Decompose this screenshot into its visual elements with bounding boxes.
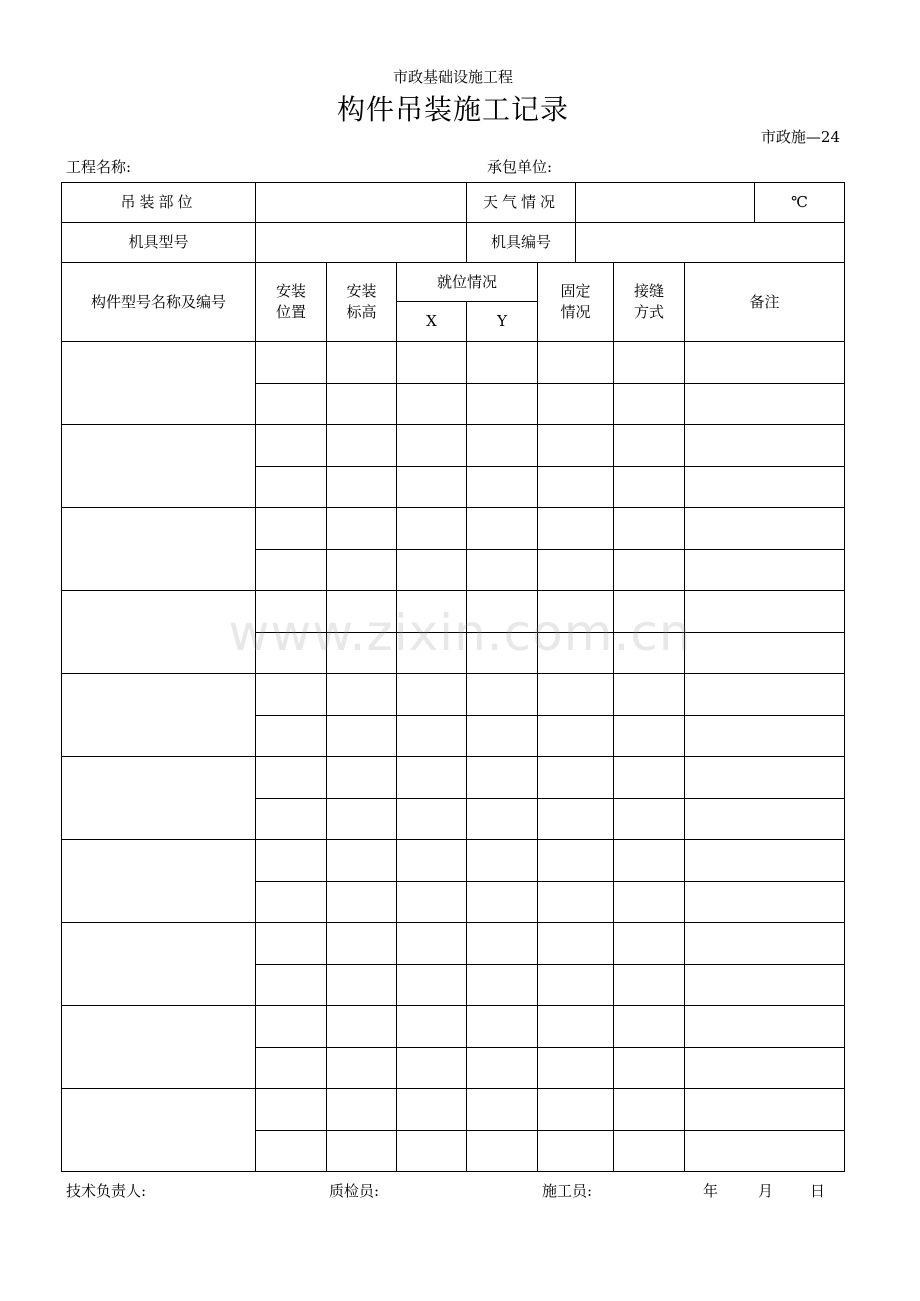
joint-cell[interactable] <box>614 550 685 591</box>
component-cell[interactable] <box>62 591 256 674</box>
position-cell[interactable] <box>256 550 327 591</box>
remarks-cell[interactable] <box>685 1089 845 1131</box>
joint-cell[interactable] <box>614 1006 685 1048</box>
record-row <box>62 1089 845 1131</box>
component-cell[interactable] <box>62 757 256 840</box>
y-cell[interactable] <box>467 508 538 550</box>
record-row <box>62 1006 845 1048</box>
x-header: X <box>397 302 467 342</box>
component-cell[interactable] <box>62 674 256 757</box>
watermark: www.zixin.com.cn <box>228 604 692 662</box>
position-cell[interactable] <box>256 882 327 923</box>
position-cell[interactable] <box>256 1048 327 1089</box>
remarks-cell[interactable] <box>685 508 845 550</box>
inspector-label: 质检员: <box>329 1182 380 1200</box>
fixing-cell[interactable] <box>538 591 614 633</box>
hoist-location-label: 吊装部位 <box>62 183 256 223</box>
joint-cell[interactable] <box>614 1048 685 1089</box>
remarks-cell[interactable] <box>685 882 845 923</box>
record-row <box>62 923 845 965</box>
remarks-cell[interactable] <box>685 550 845 591</box>
position-cell[interactable] <box>256 342 327 384</box>
fixing-cell[interactable] <box>538 342 614 384</box>
fixing-cell[interactable] <box>538 550 614 591</box>
joint-cell[interactable] <box>614 467 685 508</box>
remarks-cell[interactable] <box>685 674 845 716</box>
temperature-unit: ℃ <box>755 183 845 223</box>
remarks-header: 备注 <box>685 263 845 342</box>
joint-header <box>614 263 685 342</box>
record-row <box>62 342 845 384</box>
machine-model-label: 机具型号 <box>62 223 256 263</box>
fixing-cell[interactable] <box>538 1131 614 1172</box>
x-cell[interactable] <box>397 716 467 757</box>
record-row <box>62 508 845 550</box>
y-cell[interactable] <box>467 840 538 882</box>
component-cell[interactable] <box>62 1006 256 1089</box>
x-cell[interactable] <box>397 923 467 965</box>
y-cell[interactable] <box>467 923 538 965</box>
x-cell[interactable] <box>397 965 467 1006</box>
y-cell[interactable] <box>467 1048 538 1089</box>
x-cell[interactable] <box>397 550 467 591</box>
remarks-cell[interactable] <box>685 425 845 467</box>
remarks-cell[interactable] <box>685 923 845 965</box>
position-cell[interactable] <box>256 633 327 674</box>
record-row <box>62 591 845 633</box>
y-cell[interactable] <box>467 384 538 425</box>
position-cell[interactable] <box>256 1006 327 1048</box>
y-cell[interactable] <box>467 882 538 923</box>
record-row <box>62 674 845 716</box>
hoist-location-value[interactable] <box>256 183 467 223</box>
column-header-row <box>62 263 845 302</box>
elevation-cell[interactable] <box>327 425 397 467</box>
x-cell[interactable] <box>397 342 467 384</box>
joint-cell[interactable] <box>614 965 685 1006</box>
y-cell[interactable] <box>467 674 538 716</box>
elevation-cell[interactable] <box>327 591 397 633</box>
elevation-cell[interactable] <box>327 799 397 840</box>
x-cell[interactable] <box>397 799 467 840</box>
remarks-cell[interactable] <box>685 384 845 425</box>
elevation-cell[interactable] <box>327 467 397 508</box>
remarks-cell[interactable] <box>685 965 845 1006</box>
x-cell[interactable] <box>397 840 467 882</box>
joint-cell[interactable] <box>614 882 685 923</box>
elevation-cell[interactable] <box>327 1131 397 1172</box>
fixing-cell[interactable] <box>538 1089 614 1131</box>
x-cell[interactable] <box>397 508 467 550</box>
position-cell[interactable] <box>256 467 327 508</box>
fixing-cell[interactable] <box>538 965 614 1006</box>
x-cell[interactable] <box>397 1048 467 1089</box>
x-cell[interactable] <box>397 384 467 425</box>
joint-header-line2: 方式 <box>634 303 665 321</box>
joint-cell[interactable] <box>614 1131 685 1172</box>
position-cell[interactable] <box>256 757 327 799</box>
component-cell[interactable] <box>62 923 256 1006</box>
y-cell[interactable] <box>467 467 538 508</box>
x-cell[interactable] <box>397 757 467 799</box>
y-cell[interactable] <box>467 757 538 799</box>
fixing-cell[interactable] <box>538 633 614 674</box>
fixing-cell[interactable] <box>538 923 614 965</box>
elevation-cell[interactable] <box>327 633 397 674</box>
elevation-cell[interactable] <box>327 716 397 757</box>
fixing-cell[interactable] <box>538 1048 614 1089</box>
row-machine <box>62 223 845 263</box>
x-cell[interactable] <box>397 467 467 508</box>
month-label: 月 <box>758 1182 774 1200</box>
fixing-cell[interactable] <box>538 840 614 882</box>
position-header-line1: 安装 <box>275 282 306 300</box>
elevation-cell[interactable] <box>327 674 397 716</box>
fixing-cell[interactable] <box>538 757 614 799</box>
fixing-cell[interactable] <box>538 508 614 550</box>
elevation-cell[interactable] <box>327 342 397 384</box>
record-row <box>62 425 845 467</box>
fixing-cell[interactable] <box>538 882 614 923</box>
remarks-cell[interactable] <box>685 1006 845 1048</box>
elevation-cell[interactable] <box>327 1048 397 1089</box>
remarks-cell[interactable] <box>685 633 845 674</box>
elevation-cell[interactable] <box>327 508 397 550</box>
x-cell[interactable] <box>397 1006 467 1048</box>
position-cell[interactable] <box>256 591 327 633</box>
remarks-cell[interactable] <box>685 591 845 633</box>
position-cell[interactable] <box>256 840 327 882</box>
day-label: 日 <box>810 1182 826 1200</box>
fixing-cell[interactable] <box>538 1006 614 1048</box>
position-cell[interactable] <box>256 1131 327 1172</box>
machine-number-label: 机具编号 <box>467 223 576 263</box>
x-cell[interactable] <box>397 674 467 716</box>
remarks-cell[interactable] <box>685 840 845 882</box>
component-cell[interactable] <box>62 425 256 508</box>
x-cell[interactable] <box>397 1131 467 1172</box>
fixing-cell[interactable] <box>538 716 614 757</box>
project-name-label: 工程名称: <box>66 158 132 176</box>
position-cell[interactable] <box>256 1089 327 1131</box>
joint-cell[interactable] <box>614 508 685 550</box>
y-cell[interactable] <box>467 1089 538 1131</box>
contractor-label: 承包单位: <box>487 158 553 176</box>
remarks-cell[interactable] <box>685 757 845 799</box>
joint-cell[interactable] <box>614 384 685 425</box>
elevation-cell[interactable] <box>327 1089 397 1131</box>
joint-cell[interactable] <box>614 633 685 674</box>
joint-cell[interactable] <box>614 757 685 799</box>
y-cell[interactable] <box>467 965 538 1006</box>
remarks-cell[interactable] <box>685 799 845 840</box>
elevation-cell[interactable] <box>327 840 397 882</box>
joint-cell[interactable] <box>614 342 685 384</box>
y-cell[interactable] <box>467 1006 538 1048</box>
constructor-label: 施工员: <box>542 1182 593 1200</box>
position-cell[interactable] <box>256 425 327 467</box>
elevation-cell[interactable] <box>327 384 397 425</box>
record-row <box>62 757 845 799</box>
y-cell[interactable] <box>467 550 538 591</box>
elevation-header-line2: 标高 <box>346 303 377 321</box>
component-cell[interactable] <box>62 840 256 923</box>
record-table <box>61 182 845 1172</box>
elevation-cell[interactable] <box>327 923 397 965</box>
joint-cell[interactable] <box>614 674 685 716</box>
fixing-cell[interactable] <box>538 467 614 508</box>
position-cell[interactable] <box>256 384 327 425</box>
x-cell[interactable] <box>397 633 467 674</box>
remarks-cell[interactable] <box>685 1048 845 1089</box>
position-cell[interactable] <box>256 799 327 840</box>
fixing-cell[interactable] <box>538 384 614 425</box>
fixing-cell[interactable] <box>538 674 614 716</box>
position-cell[interactable] <box>256 965 327 1006</box>
elevation-header-line1: 安装 <box>346 282 377 300</box>
row-hoist-weather <box>62 183 845 223</box>
position-cell[interactable] <box>256 923 327 965</box>
joint-cell[interactable] <box>614 425 685 467</box>
component-cell[interactable] <box>62 508 256 591</box>
y-cell[interactable] <box>467 716 538 757</box>
fixing-header <box>538 263 614 342</box>
x-cell[interactable] <box>397 425 467 467</box>
elevation-cell[interactable] <box>327 550 397 591</box>
remarks-cell[interactable] <box>685 342 845 384</box>
elevation-header <box>327 263 397 342</box>
remarks-cell[interactable] <box>685 467 845 508</box>
joint-cell[interactable] <box>614 591 685 633</box>
component-header: 构件型号名称及编号 <box>62 263 256 342</box>
year-label: 年 <box>703 1182 719 1200</box>
placement-header: 就位情况 <box>397 263 538 302</box>
x-cell[interactable] <box>397 1089 467 1131</box>
weather-value[interactable] <box>576 183 755 223</box>
elevation-cell[interactable] <box>327 882 397 923</box>
component-cell[interactable] <box>62 342 256 425</box>
record-row <box>62 840 845 882</box>
form-code: 市政施—24 <box>760 128 840 146</box>
joint-cell[interactable] <box>614 840 685 882</box>
joint-cell[interactable] <box>614 799 685 840</box>
component-cell[interactable] <box>62 1089 256 1172</box>
y-cell[interactable] <box>467 342 538 384</box>
elevation-cell[interactable] <box>327 965 397 1006</box>
fixing-cell[interactable] <box>538 425 614 467</box>
x-cell[interactable] <box>397 591 467 633</box>
remarks-cell[interactable] <box>685 716 845 757</box>
machine-number-value[interactable] <box>576 223 845 263</box>
tech-lead-label: 技术负责人: <box>66 1182 147 1200</box>
form-title: 构件吊装施工记录 <box>336 93 569 126</box>
joint-cell[interactable] <box>614 923 685 965</box>
remarks-cell[interactable] <box>685 1131 845 1172</box>
position-header-line2: 位置 <box>275 303 306 321</box>
y-cell[interactable] <box>467 633 538 674</box>
position-cell[interactable] <box>256 674 327 716</box>
y-cell[interactable] <box>467 799 538 840</box>
position-header <box>256 263 327 342</box>
form-subtitle: 市政基础设施工程 <box>392 68 513 86</box>
x-cell[interactable] <box>397 882 467 923</box>
fixing-cell[interactable] <box>538 799 614 840</box>
position-cell[interactable] <box>256 508 327 550</box>
elevation-cell[interactable] <box>327 757 397 799</box>
y-header: Y <box>467 302 538 342</box>
machine-model-value[interactable] <box>256 223 467 263</box>
fixing-header-line1: 固定 <box>560 282 591 300</box>
joint-cell[interactable] <box>614 1089 685 1131</box>
y-cell[interactable] <box>467 1131 538 1172</box>
joint-header-line1: 接缝 <box>634 282 665 300</box>
y-cell[interactable] <box>467 425 538 467</box>
y-cell[interactable] <box>467 591 538 633</box>
position-cell[interactable] <box>256 716 327 757</box>
weather-label: 天气情况 <box>467 183 576 223</box>
joint-cell[interactable] <box>614 716 685 757</box>
elevation-cell[interactable] <box>327 1006 397 1048</box>
fixing-header-line2: 情况 <box>560 303 591 321</box>
